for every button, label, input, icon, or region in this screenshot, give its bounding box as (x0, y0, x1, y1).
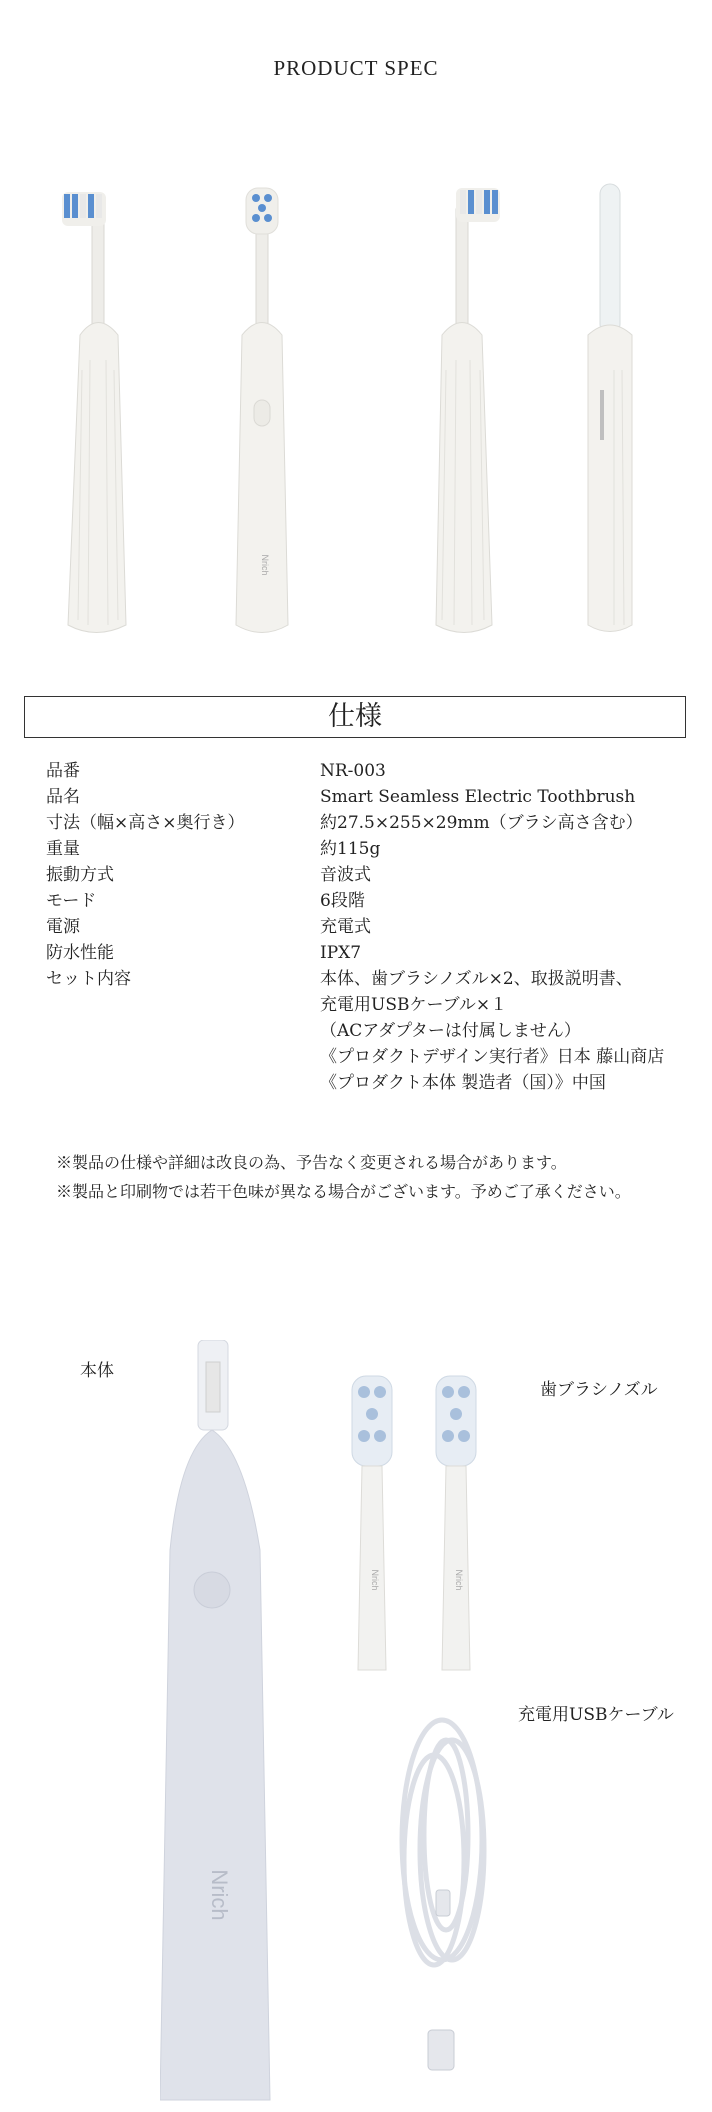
toothbrush-side-view-image (50, 170, 140, 640)
toothbrush-covered-view-image (570, 170, 660, 640)
spec-key: 品名 (46, 787, 80, 807)
spec-row (46, 966, 686, 1096)
spec-key: 品番 (46, 761, 80, 781)
replacement-nozzles-image (340, 1370, 500, 1690)
spec-row (46, 758, 686, 784)
spec-key: 電源 (46, 917, 80, 937)
spec-value: 約27.5×255×29mm（ブラシ高さ含む） (320, 813, 643, 833)
spec-value: 充電式 (320, 917, 371, 937)
cable-label: 充電用USBケーブル (518, 1705, 674, 1725)
spec-key: セット内容 (46, 969, 131, 989)
spec-row (46, 784, 686, 810)
spec-value-line: 充電用USBケーブル×１ (320, 995, 508, 1015)
svg-text:Nrich: Nrich (454, 1569, 464, 1591)
nozzle-label: 歯ブラシノズル (540, 1380, 658, 1400)
spec-value: IPX7 (320, 943, 362, 963)
spec-value: Smart Seamless Electric Toothbrush (320, 787, 636, 807)
spec-value-line: （ACアダプターは付属しません） (320, 1021, 581, 1041)
svg-text:Nrich: Nrich (207, 1869, 232, 1921)
spec-key: 寸法（幅×高さ×奥行き） (46, 813, 245, 833)
toothbrush-front-view-image (218, 170, 308, 640)
spec-key: モード (46, 891, 97, 911)
disclaimer-note: ※製品の仕様や詳細は改良の為、予告なく変更される場合があります。 (56, 1153, 567, 1172)
toothbrush-back-view-image (420, 170, 510, 640)
svg-text:Nrich: Nrich (370, 1569, 380, 1591)
usb-cable-image (380, 1700, 540, 2100)
spec-row (46, 810, 686, 836)
disclaimer-note: ※製品と印刷物では若干色味が異なる場合がございます。予めご了承ください。 (56, 1182, 631, 1201)
spec-row (46, 836, 686, 862)
spec-key: 振動方式 (46, 865, 114, 885)
spec-key: 防水性能 (46, 943, 114, 963)
spec-value: 約115g (320, 839, 381, 859)
spec-row (46, 888, 686, 914)
spec-value-line: 本体、歯ブラシノズル×2、取扱説明書、 (320, 969, 633, 989)
spec-row (46, 940, 686, 966)
svg-text:Nrich: Nrich (260, 554, 270, 576)
spec-value: NR-003 (320, 761, 386, 781)
disclaimer-notes (56, 1148, 686, 1206)
spec-key: 重量 (46, 839, 80, 859)
spec-row (46, 914, 686, 940)
spec-row (46, 862, 686, 888)
spec-value-list (320, 966, 686, 1096)
spec-value-line: 《プロダクトデザイン実行者》日本 藤山商店 (320, 1047, 665, 1067)
spec-value: 6段階 (320, 891, 365, 911)
spec-value-line: 《プロダクト本体 製造者（国）》中国 (320, 1073, 606, 1093)
spec-title: 仕様 (24, 696, 686, 738)
body-label: 本体 (80, 1361, 114, 1381)
product-views (0, 170, 712, 640)
spec-table (46, 758, 686, 1096)
page-title: PRODUCT SPEC (273, 56, 439, 80)
toothbrush-body-image (160, 1340, 300, 2110)
spec-value: 音波式 (320, 865, 371, 885)
